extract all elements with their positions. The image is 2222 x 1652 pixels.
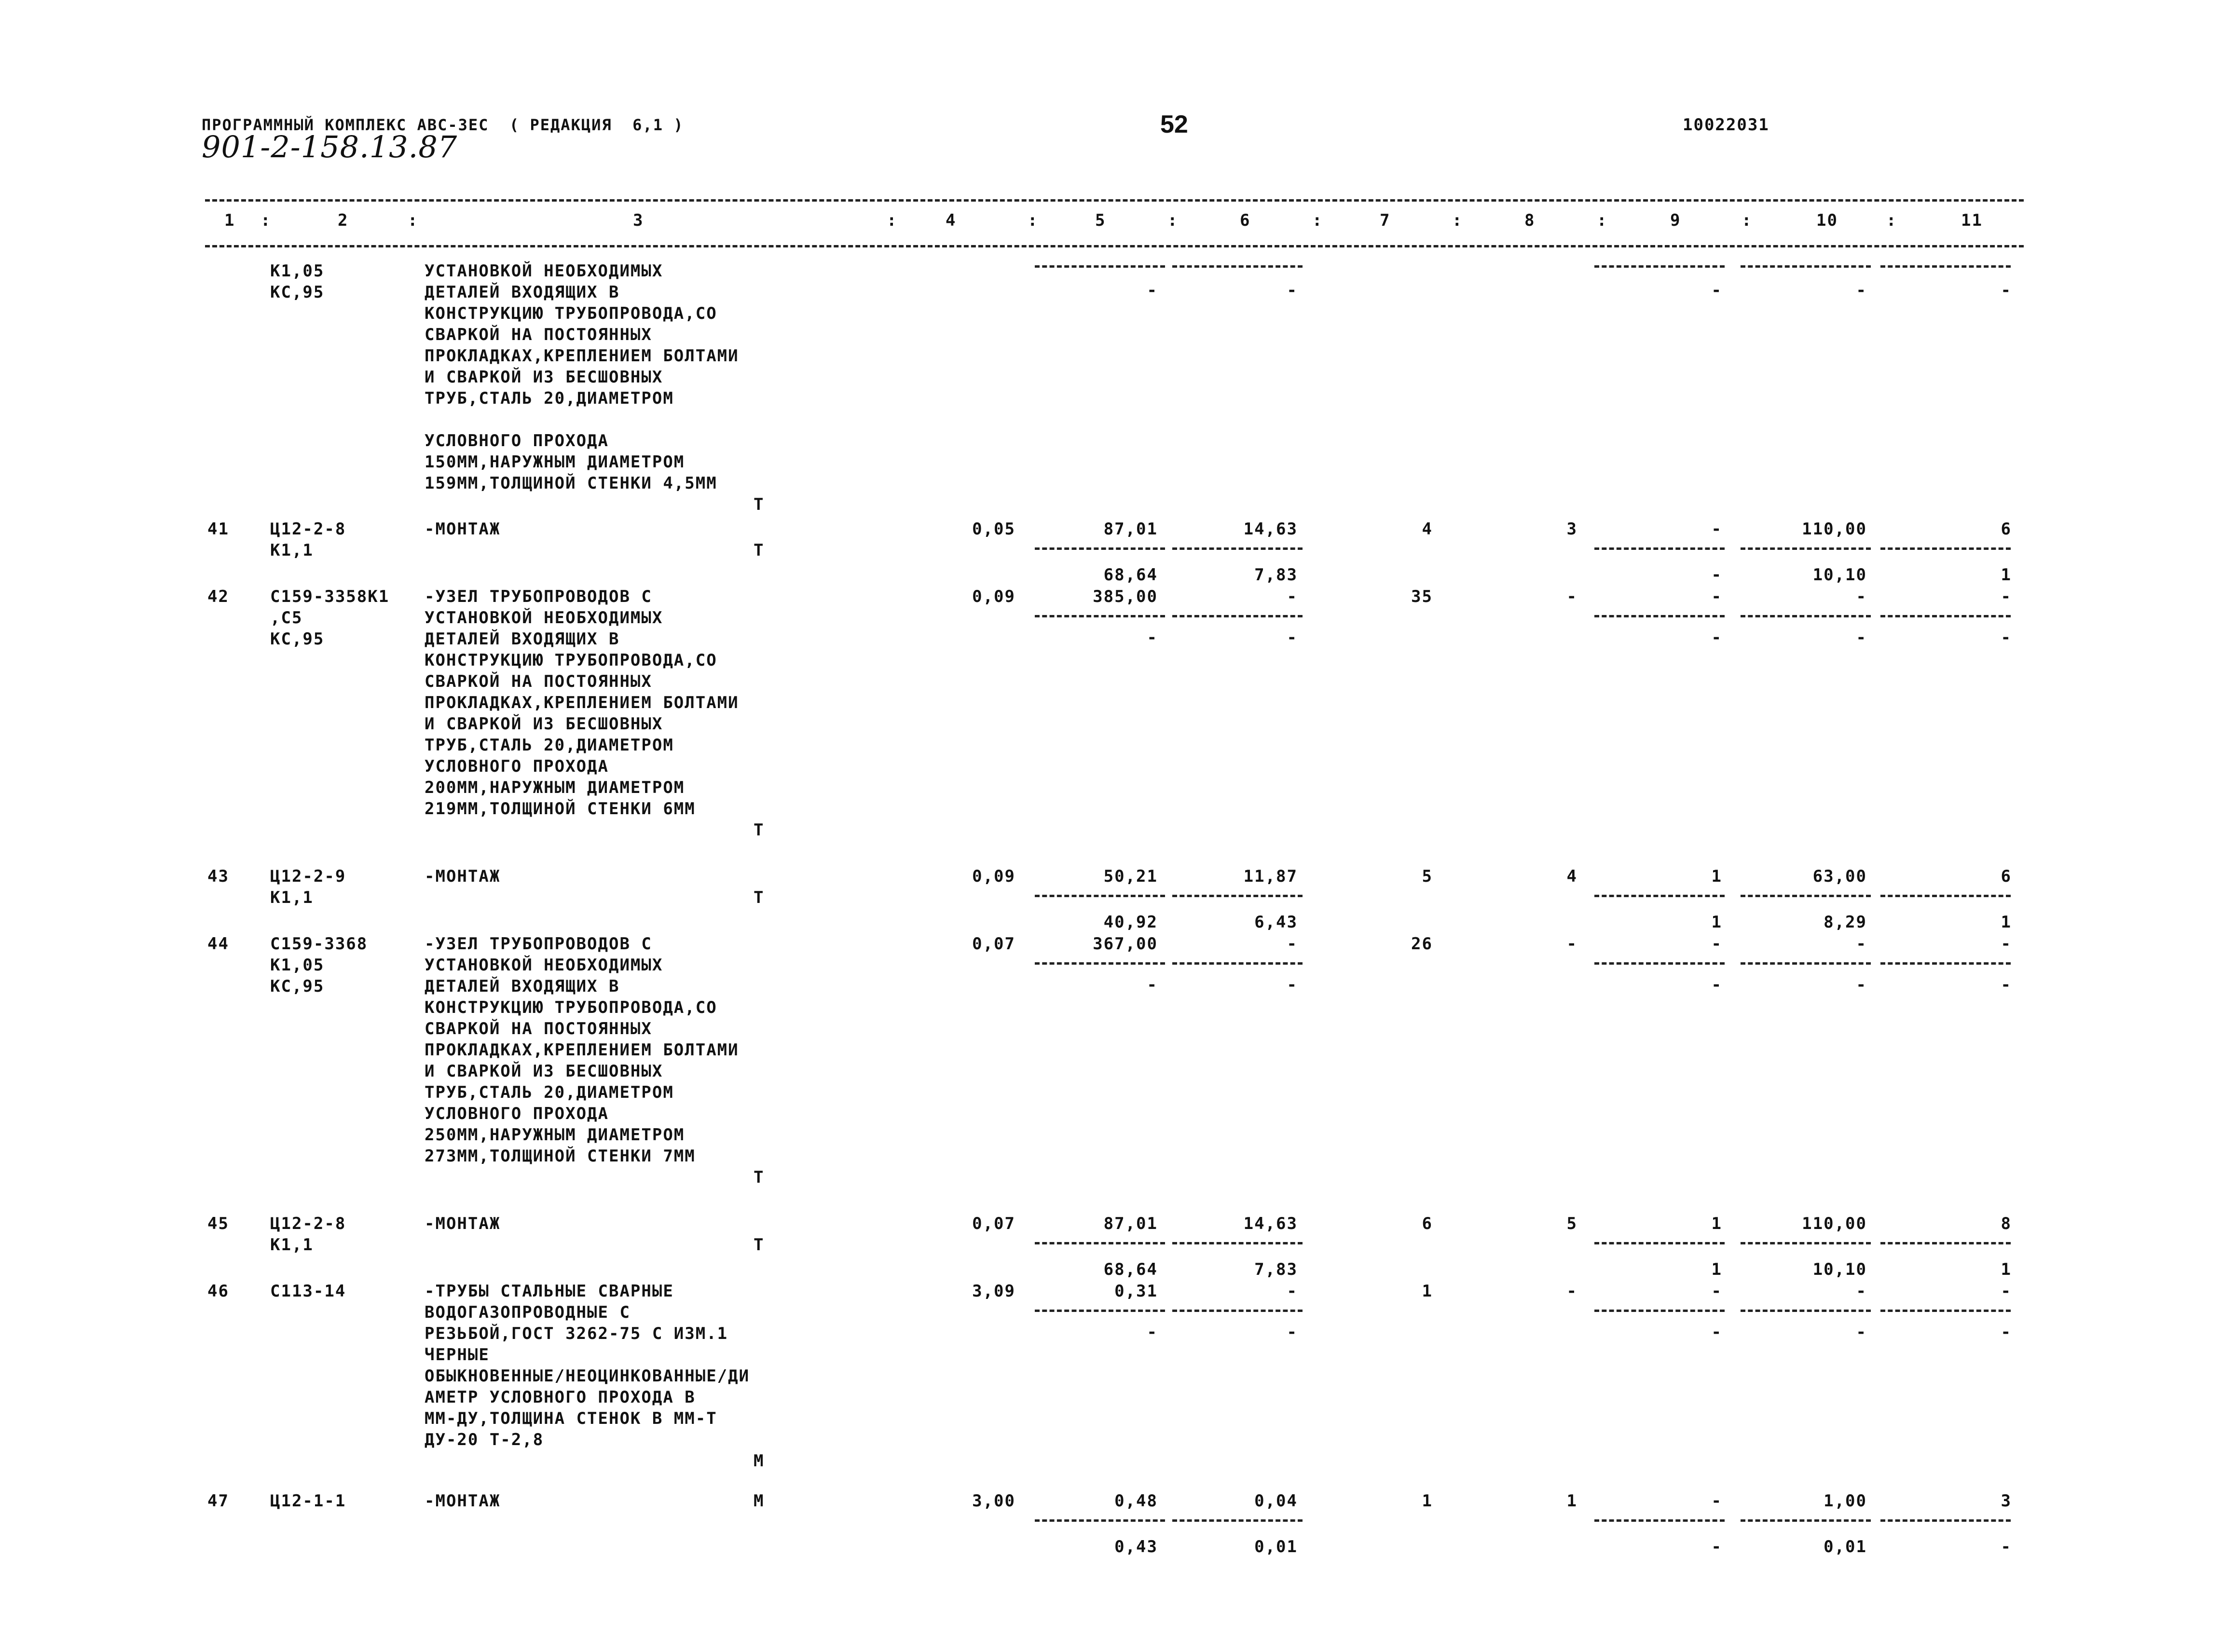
row-description: РЕЗЬБОЙ,ГОСТ 3262-75 С ИЗМ.1 xyxy=(425,1324,728,1343)
value-c11: - xyxy=(2001,934,2012,954)
value-c5: 0,48 xyxy=(1114,1491,1158,1511)
row-description: -МОНТАЖ xyxy=(425,867,501,886)
row-description: 250ММ,НАРУЖНЫМ ДИАМЕТРОМ xyxy=(425,1125,685,1145)
value2-c9: - xyxy=(1711,975,1722,995)
value-c5: 87,01 xyxy=(1103,1214,1158,1233)
row-description: КОНСТРУКЦИЮ ТРУБОПРОВОДА,СО xyxy=(425,651,717,670)
value-separator xyxy=(1035,615,1165,617)
value2-c9: - xyxy=(1711,628,1722,647)
value2-c10: - xyxy=(1856,1323,1867,1342)
value-c5: 87,01 xyxy=(1103,519,1158,539)
value-c9: 1 xyxy=(1711,1214,1722,1233)
row-code: КС,95 xyxy=(270,629,325,649)
value-c11: 8 xyxy=(2001,1214,2012,1233)
column-header-4: 4 xyxy=(946,211,957,230)
row-description: УСТАНОВКОЙ НЕОБХОДИМЫХ xyxy=(425,261,663,281)
row-code: Ц12-2-8 xyxy=(270,1214,346,1233)
row-description: 219ММ,ТОЛЩИНОЙ СТЕНКИ 6ММ xyxy=(425,799,696,819)
value-separator xyxy=(1880,1310,2011,1312)
row-unit: Т xyxy=(754,1235,765,1255)
value-c11: 3 xyxy=(2001,1491,2012,1511)
value-c11: - xyxy=(2001,1282,2012,1301)
value2-c6: 7,83 xyxy=(1254,1260,1298,1279)
program-title: ПРОГРАММНЫЙ КОМПЛЕКС АВС-3ЕС ( РЕДАКЦИЯ 6,1 ) xyxy=(202,116,684,134)
row-description: -МОНТАЖ xyxy=(425,519,501,539)
value2-c6: - xyxy=(1287,975,1298,995)
row-description: УСЛОВНОГО ПРОХОДА xyxy=(425,431,609,451)
value2-c5: 0,43 xyxy=(1114,1537,1158,1556)
value-c9: - xyxy=(1711,1282,1722,1301)
value-c8: 1 xyxy=(1566,1491,1577,1511)
column-divider: : xyxy=(887,211,898,230)
row-description: 159ММ,ТОЛЩИНОЙ СТЕНКИ 4,5ММ xyxy=(425,474,717,493)
row-description: ВОДОГАЗОПРОВОДНЫЕ С xyxy=(425,1303,631,1322)
value-separator xyxy=(1594,962,1725,965)
value2-c6: 6,43 xyxy=(1254,913,1298,932)
value2-c9: 1 xyxy=(1711,1260,1722,1279)
column-divider: : xyxy=(1886,211,1897,230)
value-separator xyxy=(1035,1519,1165,1522)
value-c5: 50,21 xyxy=(1103,867,1158,886)
header-rule-top xyxy=(205,199,2024,202)
value-separator xyxy=(1172,547,1303,550)
value-c7: 1 xyxy=(1422,1282,1433,1301)
value2-c11: 1 xyxy=(2001,1260,2012,1279)
row-description: СВАРКОЙ НА ПОСТОЯННЫХ xyxy=(425,1019,652,1038)
row-code: С159-3368 xyxy=(270,934,368,954)
value2-c11: - xyxy=(2001,1323,2012,1342)
row-description: УСТАНОВКОЙ НЕОБХОДИМЫХ xyxy=(425,956,663,975)
column-header-11: 11 xyxy=(1961,211,1983,230)
column-divider: : xyxy=(1597,211,1608,230)
row-description: 150ММ,НАРУЖНЫМ ДИАМЕТРОМ xyxy=(425,452,685,472)
value-separator xyxy=(1172,1310,1303,1312)
row-description: АМЕТР УСЛОВНОГО ПРОХОДА В xyxy=(425,1388,696,1407)
row-description: СВАРКОЙ НА ПОСТОЯННЫХ xyxy=(425,672,652,691)
value2-c6: - xyxy=(1287,628,1298,647)
value2-c9: - xyxy=(1711,281,1722,300)
column-divider: : xyxy=(1452,211,1463,230)
value2-c10: 0,01 xyxy=(1824,1537,1867,1556)
value2-c5: 68,64 xyxy=(1103,1260,1158,1279)
value2-c6: - xyxy=(1287,281,1298,300)
value-c7: 26 xyxy=(1411,934,1433,954)
value2-c9: - xyxy=(1711,1323,1722,1342)
value-separator xyxy=(1594,615,1725,617)
row-description: СВАРКОЙ НА ПОСТОЯННЫХ xyxy=(425,325,652,344)
value2-c10: - xyxy=(1856,281,1867,300)
value-c8: 5 xyxy=(1566,1214,1577,1233)
column-divider: : xyxy=(408,211,419,230)
value2-c5: 68,64 xyxy=(1103,565,1158,585)
value-c4: 0,09 xyxy=(972,587,1015,606)
row-number: 43 xyxy=(207,867,229,886)
column-header-8: 8 xyxy=(1524,211,1536,230)
value2-c9: 1 xyxy=(1711,913,1722,932)
value-c10: 110,00 xyxy=(1802,519,1867,539)
column-divider: : xyxy=(1312,211,1323,230)
column-divider: : xyxy=(1742,211,1753,230)
row-number: 46 xyxy=(207,1282,229,1301)
value2-c11: 1 xyxy=(2001,565,2012,585)
value-c6: 0,04 xyxy=(1254,1491,1298,1511)
value-c4: 0,09 xyxy=(972,867,1015,886)
value-c9: - xyxy=(1711,934,1722,954)
page-number: 52 xyxy=(1160,110,1188,138)
row-description: -УЗЕЛ ТРУБОПРОВОДОВ С xyxy=(425,934,652,954)
row-number: 45 xyxy=(207,1214,229,1233)
row-description: ТРУБ,СТАЛЬ 20,ДИАМЕТРОМ xyxy=(425,1083,674,1102)
column-divider: : xyxy=(1028,211,1039,230)
value-c8: - xyxy=(1566,1282,1577,1301)
value2-c11: - xyxy=(2001,975,2012,995)
value-separator xyxy=(1741,962,1871,965)
value-c6: - xyxy=(1287,934,1298,954)
row-unit: Т xyxy=(754,888,765,907)
value-separator xyxy=(1880,1242,2011,1244)
value-c4: 0,07 xyxy=(972,1214,1015,1233)
row-description: ПРОКЛАДКАХ,КРЕПЛЕНИЕМ БОЛТАМИ xyxy=(425,346,739,366)
row-code: Ц12-1-1 xyxy=(270,1491,346,1511)
value-c6: 14,63 xyxy=(1243,1214,1298,1233)
column-header-6: 6 xyxy=(1240,211,1251,230)
row-description: И СВАРКОЙ ИЗ БЕСШОВНЫХ xyxy=(425,714,663,734)
value-separator xyxy=(1172,895,1303,897)
value2-c10: - xyxy=(1856,975,1867,995)
value-separator xyxy=(1741,265,1871,268)
column-header-7: 7 xyxy=(1380,211,1391,230)
value-c10: 1,00 xyxy=(1824,1491,1867,1511)
value2-c5: 40,92 xyxy=(1103,913,1158,932)
value-separator xyxy=(1172,1242,1303,1244)
row-description: 273ММ,ТОЛЩИНОЙ СТЕНКИ 7ММ xyxy=(425,1147,696,1166)
value-separator xyxy=(1880,265,2011,268)
value-separator xyxy=(1594,1310,1725,1312)
value-separator xyxy=(1880,962,2011,965)
value-c10: - xyxy=(1856,1282,1867,1301)
value2-c6: 7,83 xyxy=(1254,565,1298,585)
row-description: ММ-ДУ,ТОЛЩИНА СТЕНОК В ММ-Т xyxy=(425,1409,717,1428)
value-separator xyxy=(1172,265,1303,268)
value-separator xyxy=(1035,1242,1165,1244)
value-c8: 4 xyxy=(1566,867,1577,886)
row-number: 44 xyxy=(207,934,229,954)
row-code: С159-3358К1 xyxy=(270,587,390,606)
value2-c5: - xyxy=(1147,1323,1158,1342)
row-unit: Т xyxy=(754,495,765,514)
value-c7: 5 xyxy=(1422,867,1433,886)
value-c11: 6 xyxy=(2001,519,2012,539)
row-description: ДУ-20 Т-2,8 xyxy=(425,1430,544,1449)
column-header-9: 9 xyxy=(1670,211,1681,230)
column-header-5: 5 xyxy=(1095,211,1106,230)
value-c7: 1 xyxy=(1422,1491,1433,1511)
row-code: К1,05 xyxy=(270,956,325,975)
value2-c9: - xyxy=(1711,1537,1722,1556)
value-separator xyxy=(1035,265,1165,268)
value-c9: 1 xyxy=(1711,867,1722,886)
row-unit: Т xyxy=(754,820,765,840)
column-header-2: 2 xyxy=(338,211,349,230)
row-code: К1,1 xyxy=(270,541,314,560)
value-c7: 6 xyxy=(1422,1214,1433,1233)
row-description: ЧЕРНЫЕ xyxy=(425,1345,490,1365)
row-number: 42 xyxy=(207,587,229,606)
row-code: КС,95 xyxy=(270,977,325,996)
value-separator xyxy=(1741,547,1871,550)
value-separator xyxy=(1741,1310,1871,1312)
header-rule-bottom xyxy=(205,245,2024,247)
value-c6: 11,87 xyxy=(1243,867,1298,886)
value-separator xyxy=(1172,962,1303,965)
value-c10: 110,00 xyxy=(1802,1214,1867,1233)
row-description: УСЛОВНОГО ПРОХОДА xyxy=(425,1104,609,1123)
row-code: К1,1 xyxy=(270,1235,314,1255)
row-description: КОНСТРУКЦИЮ ТРУБОПРОВОДА,СО xyxy=(425,304,717,323)
row-code: Ц12-2-9 xyxy=(270,867,346,886)
value-c4: 3,00 xyxy=(972,1491,1015,1511)
value-separator xyxy=(1035,547,1165,550)
value-c9: - xyxy=(1711,587,1722,606)
row-unit: Т xyxy=(754,541,765,560)
row-unit: М xyxy=(754,1451,765,1471)
row-description: ТРУБ,СТАЛЬ 20,ДИАМЕТРОМ xyxy=(425,389,674,408)
row-number: 47 xyxy=(207,1491,229,1511)
value-separator xyxy=(1880,895,2011,897)
row-code: К1,1 xyxy=(270,888,314,907)
column-header-10: 10 xyxy=(1816,211,1838,230)
value-c9: - xyxy=(1711,1491,1722,1511)
row-description: -МОНТАЖ xyxy=(425,1491,501,1511)
row-code: Ц12-2-8 xyxy=(270,519,346,539)
row-description: -ТРУБЫ СТАЛЬНЫЕ СВАРНЫЕ xyxy=(425,1282,674,1301)
row-description: ПРОКЛАДКАХ,КРЕПЛЕНИЕМ БОЛТАМИ xyxy=(425,693,739,712)
value2-c11: - xyxy=(2001,281,2012,300)
row-code: ,С5 xyxy=(270,608,303,628)
row-description: ДЕТАЛЕЙ ВХОДЯЩИХ В xyxy=(425,629,620,649)
row-description: УСТАНОВКОЙ НЕОБХОДИМЫХ xyxy=(425,608,663,628)
value-c10: - xyxy=(1856,587,1867,606)
value-separator xyxy=(1594,547,1725,550)
value-c4: 0,05 xyxy=(972,519,1015,539)
value-separator xyxy=(1594,1242,1725,1244)
row-code: КС,95 xyxy=(270,283,325,302)
value-c7: 35 xyxy=(1411,587,1433,606)
value-separator xyxy=(1741,615,1871,617)
value-c7: 4 xyxy=(1422,519,1433,539)
value-c11: 6 xyxy=(2001,867,2012,886)
value-separator xyxy=(1880,615,2011,617)
value-c8: 3 xyxy=(1566,519,1577,539)
row-description: ДЕТАЛЕЙ ВХОДЯЩИХ В xyxy=(425,283,620,302)
column-divider: : xyxy=(261,211,272,230)
value2-c6: 0,01 xyxy=(1254,1537,1298,1556)
handwritten-code: 901-2-158.13.87 xyxy=(202,129,458,164)
value-separator xyxy=(1594,895,1725,897)
value2-c10: - xyxy=(1856,628,1867,647)
value2-c5: - xyxy=(1147,628,1158,647)
value-c6: - xyxy=(1287,587,1298,606)
value2-c11: 1 xyxy=(2001,913,2012,932)
value2-c9: - xyxy=(1711,565,1722,585)
value-c8: - xyxy=(1566,934,1577,954)
value-c4: 0,07 xyxy=(972,934,1015,954)
row-description: ДЕТАЛЕЙ ВХОДЯЩИХ В xyxy=(425,977,620,996)
column-divider: : xyxy=(1167,211,1179,230)
value-separator xyxy=(1172,615,1303,617)
value2-c11: - xyxy=(2001,1537,2012,1556)
value-separator xyxy=(1594,1519,1725,1522)
column-header-1: 1 xyxy=(224,211,235,230)
value-c9: - xyxy=(1711,519,1722,539)
row-unit: Т xyxy=(754,1168,765,1187)
value-c8: - xyxy=(1566,587,1577,606)
value-c6: 14,63 xyxy=(1243,519,1298,539)
value2-c10: 10,10 xyxy=(1812,1260,1867,1279)
value-separator xyxy=(1035,962,1165,965)
row-code: К1,05 xyxy=(270,261,325,281)
value-separator xyxy=(1035,1310,1165,1312)
row-description: ПРОКЛАДКАХ,КРЕПЛЕНИЕМ БОЛТАМИ xyxy=(425,1040,739,1060)
column-header-3: 3 xyxy=(633,211,644,230)
value2-c5: - xyxy=(1147,975,1158,995)
row-description: И СВАРКОЙ ИЗ БЕСШОВНЫХ xyxy=(425,1062,663,1081)
value-c10: - xyxy=(1856,934,1867,954)
value-separator xyxy=(1880,547,2011,550)
value-separator xyxy=(1035,895,1165,897)
value2-c6: - xyxy=(1287,1323,1298,1342)
value2-c11: - xyxy=(2001,628,2012,647)
value-c5: 0,31 xyxy=(1114,1282,1158,1301)
row-description: -УЗЕЛ ТРУБОПРОВОДОВ С xyxy=(425,587,652,606)
row-unit: М xyxy=(754,1491,765,1511)
value-separator xyxy=(1172,1519,1303,1522)
row-description: ТРУБ,СТАЛЬ 20,ДИАМЕТРОМ xyxy=(425,736,674,755)
row-code: С113-14 xyxy=(270,1282,346,1301)
value-separator xyxy=(1880,1519,2011,1522)
row-description: ОБЫКНОВЕННЫЕ/НЕОЦИНКОВАННЫЕ/ДИ xyxy=(425,1366,750,1386)
value2-c5: - xyxy=(1147,281,1158,300)
value-separator xyxy=(1741,1242,1871,1244)
row-description: КОНСТРУКЦИЮ ТРУБОПРОВОДА,СО xyxy=(425,998,717,1017)
value-c11: - xyxy=(2001,587,2012,606)
value2-c10: 10,10 xyxy=(1812,565,1867,585)
value-separator xyxy=(1594,265,1725,268)
doc-number: 10022031 xyxy=(1683,115,1769,135)
row-description: УСЛОВНОГО ПРОХОДА xyxy=(425,757,609,776)
row-description: 200ММ,НАРУЖНЫМ ДИАМЕТРОМ xyxy=(425,778,685,797)
value-c5: 385,00 xyxy=(1093,587,1158,606)
value-separator xyxy=(1741,895,1871,897)
value2-c10: 8,29 xyxy=(1824,913,1867,932)
value-c6: - xyxy=(1287,1282,1298,1301)
value-separator xyxy=(1741,1519,1871,1522)
value-c10: 63,00 xyxy=(1812,867,1867,886)
row-description: -МОНТАЖ xyxy=(425,1214,501,1233)
row-number: 41 xyxy=(207,519,229,539)
value-c4: 3,09 xyxy=(972,1282,1015,1301)
value-c5: 367,00 xyxy=(1093,934,1158,954)
row-description: И СВАРКОЙ ИЗ БЕСШОВНЫХ xyxy=(425,368,663,387)
